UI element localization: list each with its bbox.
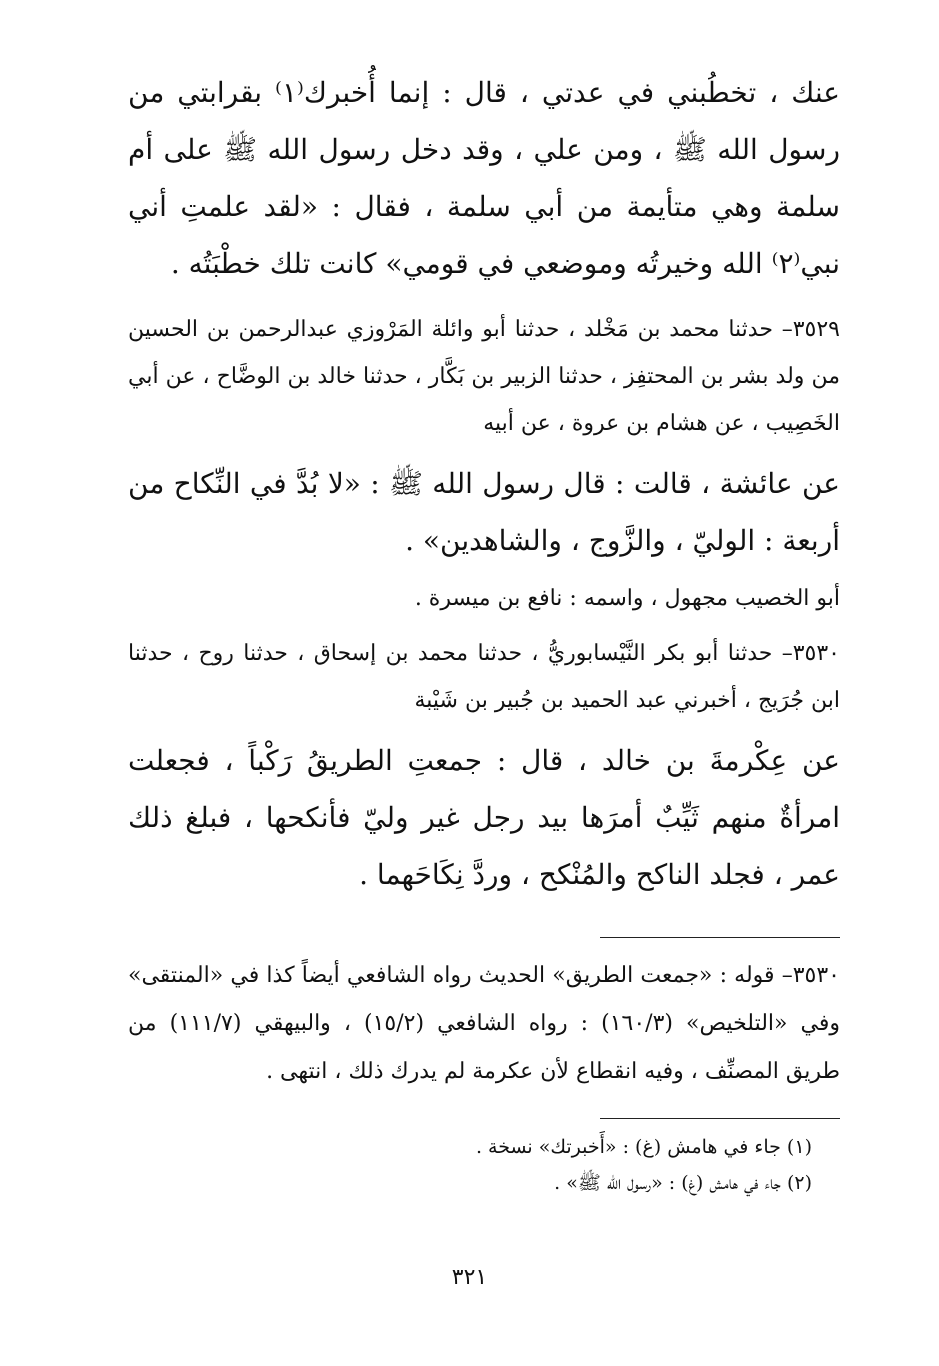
hadith-3529-note: أبو الخصيب مجهول ، واسمه : نافع بن ميسرة . bbox=[414, 586, 840, 611]
footnote-2: (٢) جاء في هامش (غ) : «رسول الله ﷺ» . bbox=[554, 1172, 812, 1194]
page-number: ٣٢١ bbox=[451, 1265, 488, 1290]
commentary-paragraph: ٣٥٣٠– قوله : «جمعت الطريق» الحديث رواه الشافعي أيضاً كذا في «المنتقى» وفي «التلخيص» (١٦٠/٣) : رواه الشافعي (١٥/٢) ، والبيهقي (١١١/٧) من طريق المصنِّف ، وفيه انقطاع لأن عكرمة لم يدرك ذلك ، انتهى . bbox=[128, 963, 841, 1084]
footnote-1: (١) جاء في هامش (غ) : «أَخبرتك» نسخة . bbox=[475, 1136, 812, 1158]
continuation-paragraph: عنك ، تخطُبني في عدتي ، قال : إنما أُخبرك⁽١⁾ بقرابتي من رسول الله ﷺ ، ومن علي ، وقد دخل رسول الله ﷺ على أم سلمة وهي متأيمة من أبي سلمة ، فقال : «لقد علمتِ أني نبي⁽٢⁾ الله وخيرتُه وموضعي في قومي» كانت تلك خطْبَتُه . bbox=[128, 76, 841, 280]
hadith-3529-text: عن عائشة ، قالت : قال رسول الله ﷺ : «لا بُدَّ في النِّكاح من أربعة : الوليّ ، والزَّوج ، والشاهدين» . bbox=[128, 467, 840, 557]
footnotes-divider bbox=[600, 1118, 840, 1119]
hadith-3530-chain: ٣٥٣٠– حدثنا أبو بكر النَّيْسابوريُّ ، حدثنا محمد بن إسحاق ، حدثنا روح ، حدثنا ابن جُرَيج ، أخبرني عبد الحميد بن جُبير بن شَيْبة bbox=[128, 641, 840, 713]
hadith-3529-chain: ٣٥٢٩– حدثنا محمد بن مَخْلد ، حدثنا أبو وائلة المَرْوزي عبدالرحمن بن الحسين من ولد بشر بن المحتفِز ، حدثنا الزبير بن بَكَّار ، حدثنا خالد بن الوضَّاح ، عن أبي الخَصِيب ، عن هشام بن عروة ، عن أبيه bbox=[128, 317, 840, 436]
footnotes bbox=[128, 1129, 840, 1201]
commentary-divider bbox=[600, 937, 840, 938]
hadith-3530-text: عن عِكْرمةَ بن خالد ، قال : جمعتِ الطريقُ رَكْباً ، فجعلت امرأةٌ منهم ثَيِّبٌ أمرَها بيد رجل غير وليّ فأنكحها ، فبلغ ذلك عمر ، فجلد الناكح والمُنْكح ، وردَّ نِكَاحَهما . bbox=[128, 744, 840, 891]
book-page bbox=[128, 64, 840, 1354]
